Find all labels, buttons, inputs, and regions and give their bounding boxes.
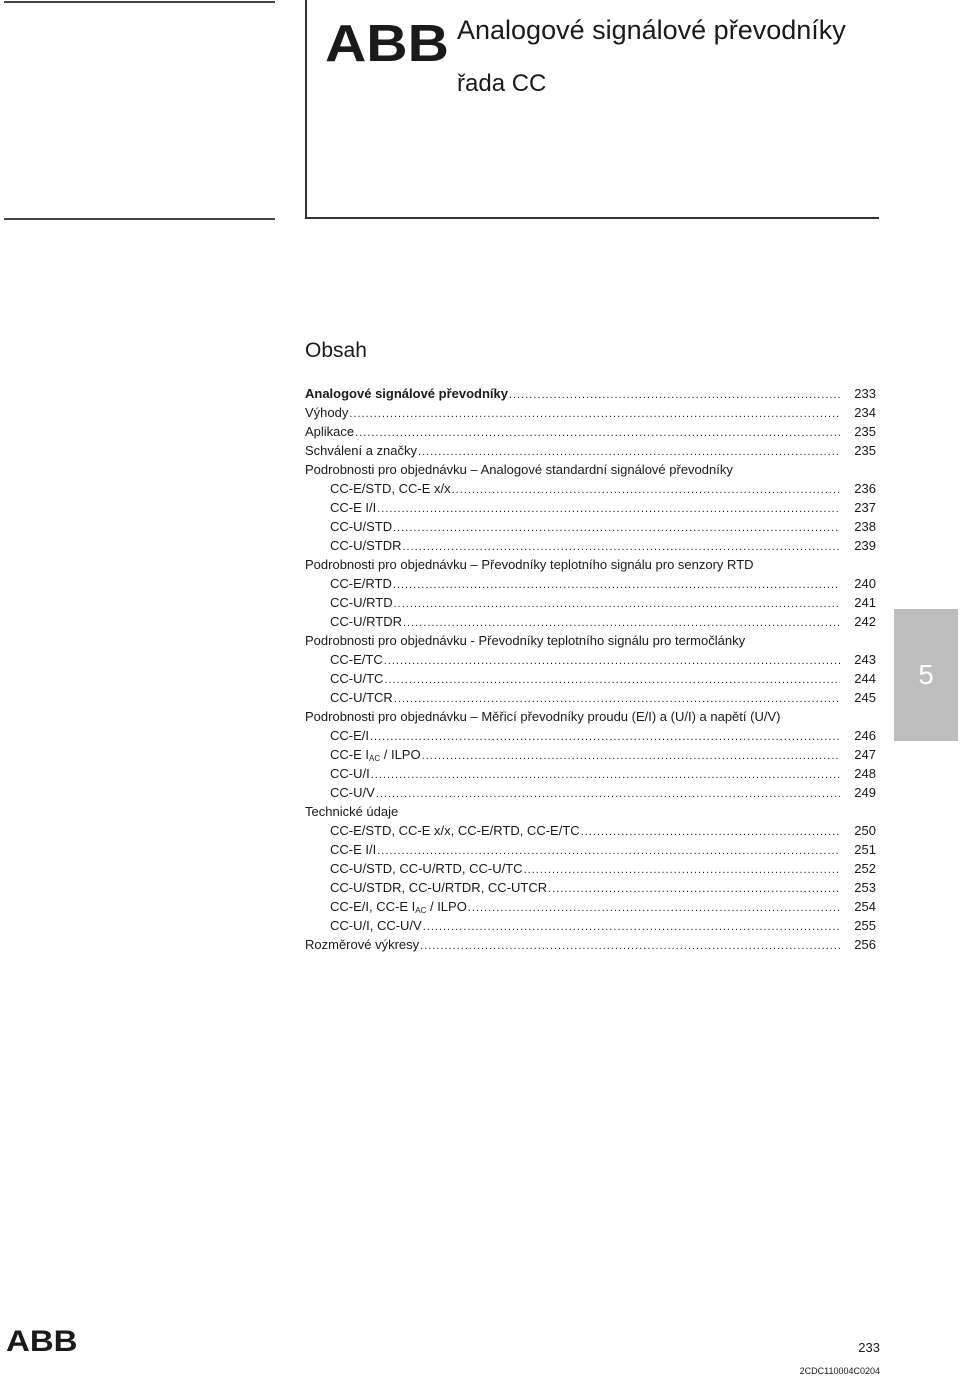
toc-entry-label: CC-E/I xyxy=(330,728,369,743)
toc-entry-label-subscript: AC xyxy=(369,754,381,763)
footer-abb-logo-text: ABB xyxy=(6,1325,78,1358)
toc-entry-label: CC-U/STD xyxy=(330,519,393,534)
toc-entry-page: 252 xyxy=(854,861,876,876)
toc-entry-page: 245 xyxy=(854,690,876,705)
toc-entry-label: Analogové signálové převodníky xyxy=(305,386,508,401)
toc-entry-page: 248 xyxy=(854,766,876,781)
toc-entry xyxy=(305,498,876,517)
toc-dot-leader xyxy=(355,424,840,443)
toc-entry xyxy=(305,745,876,764)
toc-entry-label: CC-E I/I xyxy=(330,500,377,515)
toc-entry-label-part: / ILPO xyxy=(426,899,467,914)
page-number: 233 xyxy=(858,1340,880,1355)
toc-entry-page: 236 xyxy=(854,481,876,496)
contents-heading: Obsah xyxy=(305,339,367,362)
toc-entry-page: 255 xyxy=(854,918,876,933)
toc-entry-page: 247 xyxy=(854,747,876,762)
toc-entry xyxy=(305,460,876,479)
footer-abb-logo xyxy=(6,1325,78,1358)
toc-entry xyxy=(305,593,876,612)
toc-entry-label: CC-U/I xyxy=(330,766,370,781)
toc-entry-page: 240 xyxy=(854,576,876,591)
toc-entry-page: 243 xyxy=(854,652,876,667)
chapter-tab xyxy=(894,609,958,741)
toc-entry-page: 233 xyxy=(854,386,876,401)
toc-entry xyxy=(305,555,876,574)
toc-dot-leader xyxy=(509,386,840,405)
toc-entry xyxy=(305,840,876,859)
toc-entry xyxy=(305,403,876,422)
toc-entry xyxy=(305,707,876,726)
toc-entry-label: CC-E/STD, CC-E x/x, CC-E/RTD, CC-E/TC xyxy=(330,823,580,838)
toc-dot-leader xyxy=(384,671,840,690)
abb-logo xyxy=(325,15,449,73)
toc-entry-page: 250 xyxy=(854,823,876,838)
toc-entry-label: CC-E/STD, CC-E x/x xyxy=(330,481,451,496)
toc-dot-leader xyxy=(581,823,840,842)
page-subtitle: řada CC xyxy=(457,70,547,97)
toc-entry-page: 249 xyxy=(854,785,876,800)
document-code: 2CDC110004C0204 xyxy=(799,1366,880,1376)
abb-logo-text: ABB xyxy=(325,15,449,73)
toc-entry-page: 239 xyxy=(854,538,876,553)
toc-entry xyxy=(305,612,876,631)
toc-entry-label: CC-U/RTDR xyxy=(330,614,402,629)
toc-dot-leader xyxy=(420,937,840,956)
toc-entry-label: Rozměrové výkresy xyxy=(305,937,420,952)
toc-dot-leader xyxy=(468,899,840,918)
toc-entry-label-part: CC-E/I, CC-E I xyxy=(330,899,416,914)
toc-entry xyxy=(305,916,876,935)
toc-dot-leader xyxy=(423,918,840,937)
toc-entry-label: CC-E/RTD xyxy=(330,576,392,591)
toc-entry-page: 235 xyxy=(854,443,876,458)
toc-entry xyxy=(305,878,876,897)
toc-entry xyxy=(305,384,876,403)
toc-entry xyxy=(305,859,876,878)
toc-entry-label: Podrobnosti pro objednávku – Analogové standardní signálové převodníky xyxy=(305,462,733,477)
toc-dot-leader xyxy=(349,405,840,424)
toc-entry xyxy=(305,821,876,840)
toc-entry xyxy=(305,536,876,555)
table-of-contents xyxy=(305,384,876,954)
toc-dot-leader xyxy=(370,728,840,747)
toc-entry xyxy=(305,422,876,441)
toc-entry-page: 235 xyxy=(854,424,876,439)
toc-dot-leader xyxy=(376,785,840,804)
toc-entry xyxy=(305,574,876,593)
toc-entry-label: CC-U/STD, CC-U/RTD, CC-U/TC xyxy=(330,861,523,876)
toc-dot-leader xyxy=(384,652,840,671)
toc-entry-page: 246 xyxy=(854,728,876,743)
toc-entry-page: 237 xyxy=(854,500,876,515)
toc-entry xyxy=(305,897,876,916)
toc-entry-label: Technické údaje xyxy=(305,804,399,819)
toc-entry xyxy=(305,479,876,498)
toc-dot-leader xyxy=(394,595,840,614)
toc-entry-page: 251 xyxy=(854,842,876,857)
toc-entry-page: 244 xyxy=(854,671,876,686)
toc-entry-page: 254 xyxy=(854,899,876,914)
toc-entry-label: CC-U/V xyxy=(330,785,375,800)
toc-entry-page: 242 xyxy=(854,614,876,629)
toc-entry xyxy=(305,441,876,460)
page-title: Analogové signálové převodníky xyxy=(457,15,846,45)
toc-entry-page: 253 xyxy=(854,880,876,895)
toc-entry-page: 241 xyxy=(854,595,876,610)
toc-entry-label: CC-U/RTD xyxy=(330,595,393,610)
toc-entry-label: CC-U/TC xyxy=(330,671,384,686)
header-rule xyxy=(4,218,275,220)
toc-entry xyxy=(305,517,876,536)
toc-entry-label: Podrobnosti pro objednávku – Měřicí převodníky proudu (E/I) a (U/I) a napětí (U/V) xyxy=(305,709,781,724)
toc-dot-leader xyxy=(377,500,840,519)
toc-dot-leader xyxy=(422,747,840,766)
toc-entry-label: Podrobnosti pro objednávku - Převodníky teplotního signálu pro termočlánky xyxy=(305,633,746,648)
toc-dot-leader xyxy=(524,861,840,880)
toc-entry-label-subscript: AC xyxy=(415,906,427,915)
toc-entry-label: Schválení a značky xyxy=(305,443,418,458)
chapter-tab-label: 5 xyxy=(918,659,934,690)
toc-entry-label: CC-U/STDR, CC-U/RTDR, CC-UTCR xyxy=(330,880,548,895)
toc-dot-leader xyxy=(548,880,840,899)
toc-entry-label: Výhody xyxy=(305,405,349,420)
toc-entry xyxy=(305,650,876,669)
toc-entry xyxy=(305,802,876,821)
toc-dot-leader xyxy=(393,519,840,538)
toc-dot-leader xyxy=(371,766,840,785)
toc-entry-label-part: / ILPO xyxy=(380,747,421,762)
toc-entry xyxy=(305,764,876,783)
toc-entry-label: CC-U/STDR xyxy=(330,538,402,553)
toc-entry-label-part: CC-E I xyxy=(330,747,369,762)
toc-entry-page: 234 xyxy=(854,405,876,420)
toc-entry xyxy=(305,669,876,688)
toc-entry xyxy=(305,688,876,707)
toc-entry-page: 256 xyxy=(854,937,876,952)
toc-entry-label: CC-E/TC xyxy=(330,652,383,667)
toc-entry-label: CC-U/TCR xyxy=(330,690,393,705)
toc-entry-label: CC-E I/I xyxy=(330,842,377,857)
toc-entry xyxy=(305,631,876,650)
toc-entry xyxy=(305,935,876,954)
toc-entry xyxy=(305,726,876,745)
toc-entry-label: Podrobnosti pro objednávku – Převodníky teplotního signálu pro senzory RTD xyxy=(305,557,754,572)
toc-dot-leader xyxy=(452,481,840,500)
toc-entry xyxy=(305,783,876,802)
toc-dot-leader xyxy=(393,576,840,595)
top-rule xyxy=(4,1,275,3)
toc-entry-label: CC-U/I, CC-U/V xyxy=(330,918,422,933)
toc-entry-page: 238 xyxy=(854,519,876,534)
toc-entry-label: Aplikace xyxy=(305,424,355,439)
